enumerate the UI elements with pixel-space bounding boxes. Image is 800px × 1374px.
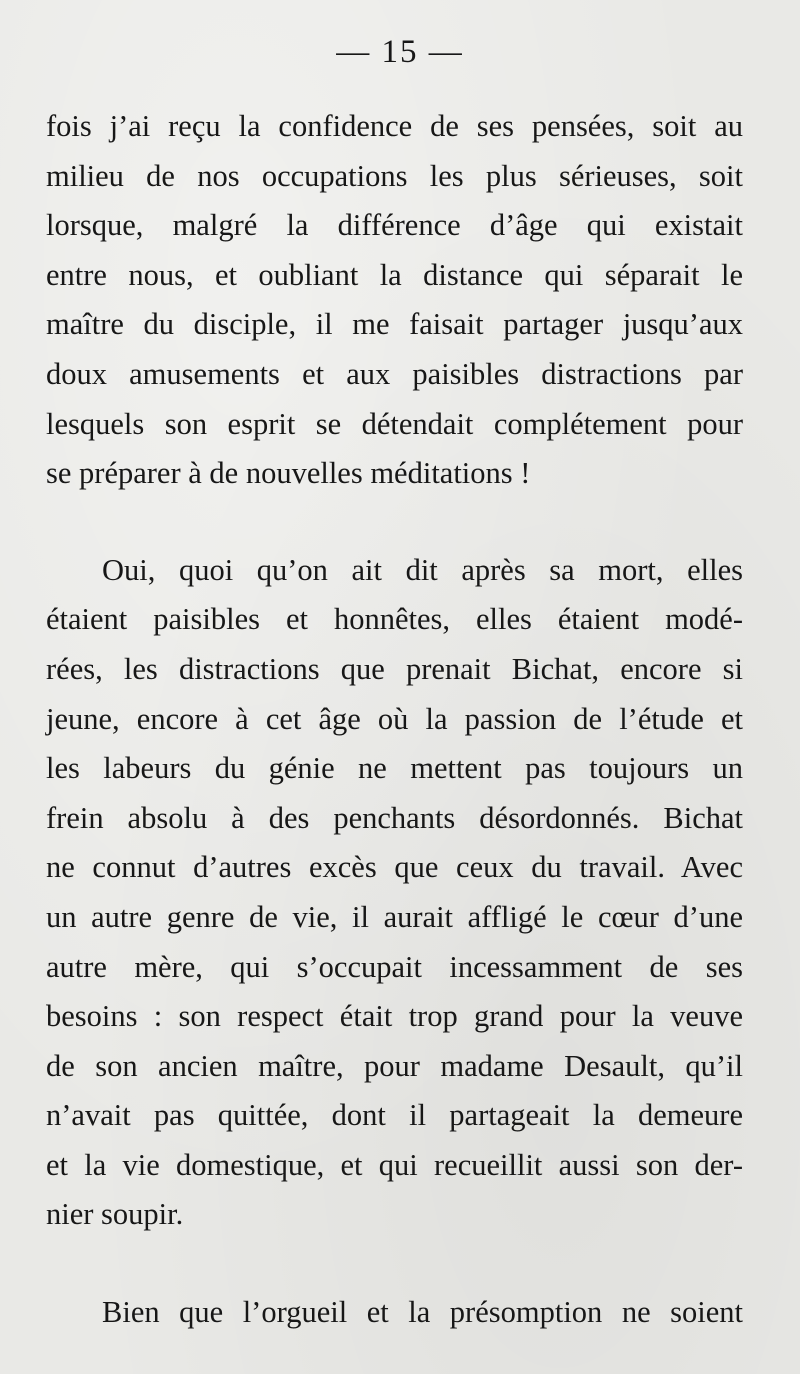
text-line: lorsque, malgré la différence d’âge qui existait [46, 208, 743, 243]
text-line: un autre genre de vie, il aurait affligé le cœur d’une [46, 899, 743, 934]
text-line: besoins : son respect était trop grand pour la veuve [46, 999, 743, 1034]
text-line: et la vie domestique, et qui recueillit aussi son der- [46, 1147, 743, 1182]
text-line: se préparer à de nouvelles méditations ! [46, 456, 531, 491]
text-line: lesquels son esprit se détendait complétement pour [46, 406, 743, 441]
text-line: jeune, encore à cet âge où la passion de l’étude et [46, 701, 743, 736]
text-line: nier soupir. [46, 1197, 184, 1232]
page-body [46, 102, 743, 1338]
text-line: rées, les distractions que prenait Bichat, encore si [46, 651, 743, 686]
text-line: de son ancien maître, pour madame Desault, qu’il [46, 1048, 743, 1083]
text-line: autre mère, qui s’occupait incessamment de ses [46, 949, 743, 984]
text-line: étaient paisibles et honnêtes, elles étaient modé- [46, 602, 743, 637]
paragraph-gap [46, 499, 743, 546]
paragraph [46, 546, 743, 1240]
text-line: fois j’ai reçu la confidence de ses pensées, soit au [46, 109, 743, 143]
text-line: entre nous, et oubliant la distance qui séparait le [46, 257, 743, 292]
page-number: — 15 — [336, 34, 464, 70]
paragraph-gap [46, 1240, 743, 1288]
text-line: frein absolu à des penchants désordonnés. Bichat [46, 800, 743, 835]
text-line: maître du disciple, il me faisait partager jusqu’aux [46, 307, 743, 342]
text-line: Oui, quoi qu’on ait dit après sa mort, elles [102, 552, 743, 587]
text-line: n’avait pas quittée, dont il partageait la demeure [46, 1098, 743, 1133]
text-line: les labeurs du génie ne mettent pas toujours un [46, 751, 743, 786]
paragraph [46, 102, 743, 499]
text-line: milieu de nos occupations les plus sérieuses, soit [46, 158, 743, 193]
text-line: ne connut d’autres excès que ceux du travail. Avec [46, 850, 743, 885]
text-line: Bien que l’orgueil et la présomption ne soient [102, 1295, 743, 1330]
paragraph [46, 1288, 743, 1338]
text-line: doux amusements et aux paisibles distractions par [46, 356, 743, 391]
